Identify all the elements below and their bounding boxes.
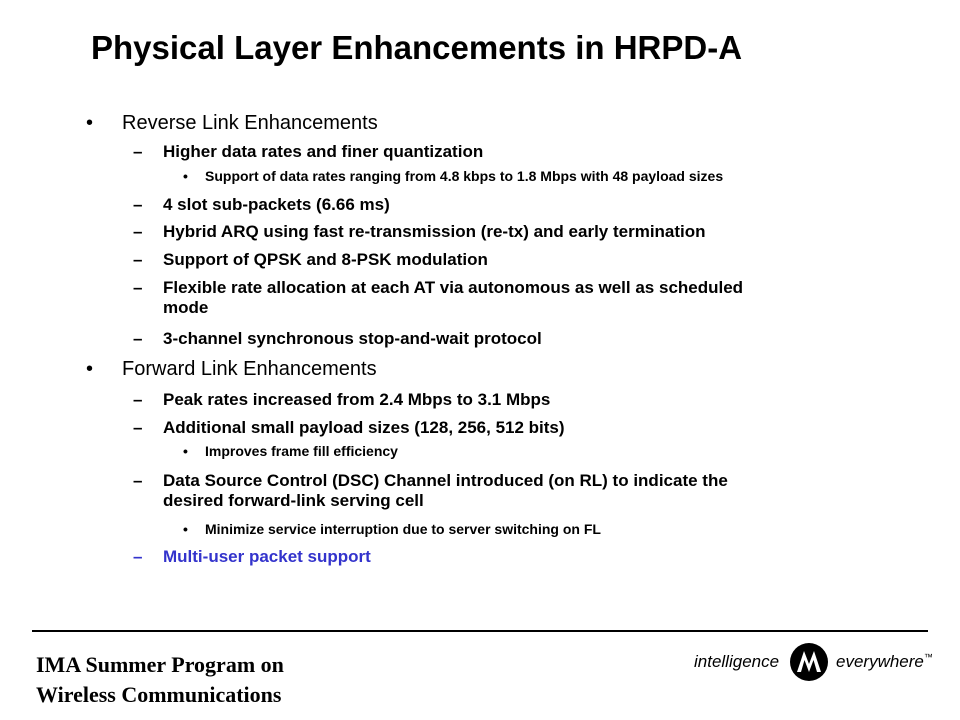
sub-sub-item-service-interruption: • Minimize service interruption due to server switching on FL (183, 521, 601, 537)
bullet-marker: • (86, 358, 94, 380)
sub-sub-item-data-rates-range: • Support of data rates ranging from 4.8 kbps to 1.8 Mbps with 48 payload sizes (183, 168, 724, 184)
sub-item-small-payload: – Additional small payload sizes (128, 256, 512 bits) (133, 418, 565, 437)
sub-item-qpsk: – Support of QPSK and 8-PSK modulation (133, 250, 488, 269)
trademark-symbol: ™ (923, 652, 933, 662)
sub-item-hybrid-arq: – Hybrid ARQ using fast re-transmission (re-tx) and early termination (133, 222, 706, 241)
footer-divider (32, 630, 928, 632)
slide-title: Physical Layer Enhancements in HRPD-A (91, 29, 743, 66)
sub-item-dsc-channel: – Data Source Control (DSC) Channel introduced (on RL) to indicate the desired forward-link serving cell (133, 471, 728, 510)
sub-item-slot-sub-packets: – 4 slot sub-packets (6.66 ms) (133, 195, 390, 214)
bullet-marker: • (86, 112, 94, 134)
motorola-batwing-icon (789, 642, 829, 682)
sub-sub-item-frame-fill: • Improves frame fill efficiency (183, 443, 398, 459)
motorola-logo (694, 640, 934, 684)
footer-program-name: IMA Summer Program on Wireless Communications (36, 652, 284, 707)
bullet-reverse-link (86, 111, 378, 135)
bullet-text: Reverse Link Enhancements (122, 112, 378, 134)
bullet-text: Forward Link Enhancements (122, 358, 377, 380)
sub-item-stop-and-wait: – 3-channel synchronous stop-and-wait protocol (133, 329, 542, 348)
logo-text-left: intelligence (694, 652, 780, 671)
sub-item-multi-user-packet: – Multi-user packet support (133, 547, 371, 566)
bullet-forward-link (86, 357, 377, 381)
logo-text-right: everywhere™ (836, 652, 933, 671)
sub-item-flexible-rate: – Flexible rate allocation at each AT via autonomous as well as scheduled mode (133, 278, 744, 317)
sub-item-peak-rates: – Peak rates increased from 2.4 Mbps to 3.1 Mbps (133, 390, 551, 409)
sub-item-higher-data-rates: – Higher data rates and finer quantization (133, 142, 484, 161)
